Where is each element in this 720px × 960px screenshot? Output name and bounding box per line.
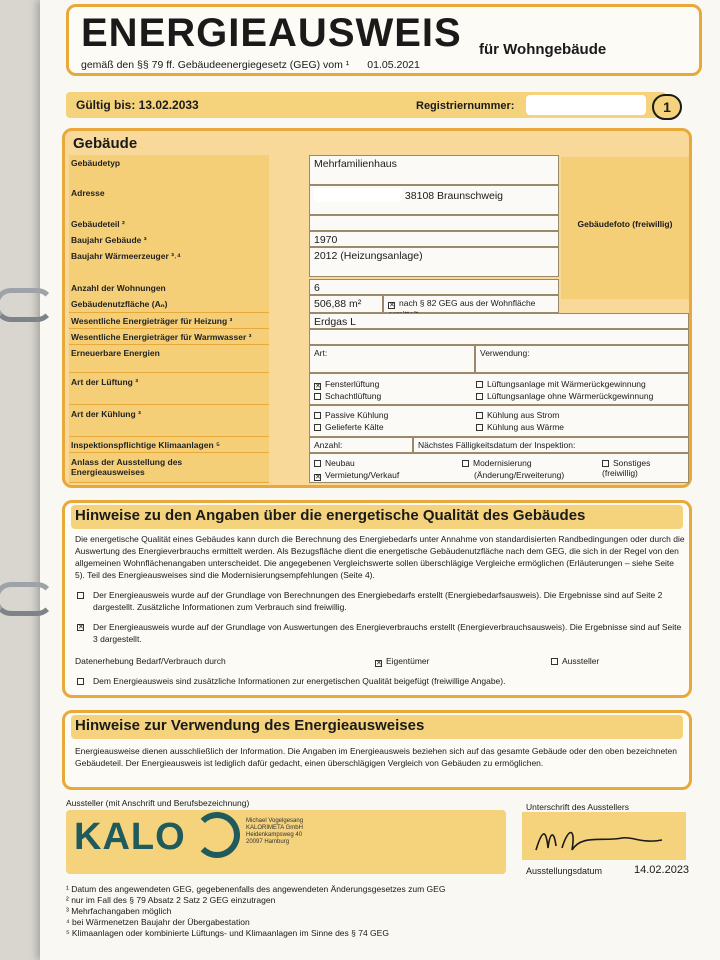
signature-icon [532, 820, 672, 856]
footnote-3: ³ Mehrfachangaben möglich [66, 906, 172, 916]
value-wohnungen: 6 [309, 279, 559, 295]
usage-notes-section [62, 710, 692, 790]
kalo-logo: KALO [74, 816, 186, 858]
option-zusatzinfo: Dem Energieausweis sind zusätzliche Informationen zur energetischen Qualität beigefügt (freiwillige Angabe). [75, 675, 685, 687]
value-heizung: Erdgas L [309, 313, 689, 329]
value-teil [309, 215, 559, 231]
label-heizung: Wesentliche Energieträger für Heizung ³ [71, 316, 233, 326]
issue-date: 14.02.2023 [634, 864, 690, 876]
registration-label: Registriernummer: [416, 100, 515, 112]
issuer-section [66, 798, 690, 878]
label-erneuerbar: Erneuerbare Energien [71, 348, 160, 358]
quality-notes-section [62, 500, 692, 698]
signature-field [522, 812, 686, 860]
quality-notes-intro: Die energetische Qualität eines Gebäudes kann durch die Berechnung des Energiebedarfs unter Annahme von standardisierten Randbedingungen oder durch die Auswertung des Energieverbrauchs ermittelt werden. Als Bezugsfläche dient die energetische Gebäudenutzfläche nach dem GEG, die sich in der Regel von den allgemeinen Wohnflächenangaben unterscheidet. Die angegebenen Vergleichswerte sollen überschlägige Vergleiche ermöglichen (Erläuterungen – siehe Seite 5). Teil des Energieausweises sind die Modernisierungsempfehlungen (Seite 4). [75, 534, 685, 580]
issuer-label: Aussteller (mit Anschrift und Berufsbezeichnung) [66, 798, 250, 808]
binder-ring-icon [0, 582, 54, 616]
value-adresse: 38108 Braunschweig [309, 185, 559, 215]
document-title: ENERGIEAUSWEIS [81, 11, 462, 55]
label-flaeche: Gebäudenutzfläche (Aₙ) [71, 299, 168, 309]
binder-ring-icon [0, 288, 54, 322]
klima-anzahl: Anzahl: [309, 437, 413, 453]
valid-until: Gültig bis: 13.02.2033 [76, 98, 199, 112]
value-waerme: 2012 (Heizungsanlage) [309, 247, 559, 277]
label-typ: Gebäudetyp [71, 158, 121, 168]
label-waerme: Baujahr Wärmeerzeuger ³˒⁴ [71, 251, 182, 261]
document-page [40, 0, 720, 960]
document-subtitle: für Wohngebäude [479, 41, 607, 58]
label-adresse: Adresse [71, 188, 105, 198]
label-anlass: Anlass der Ausstellung des Energieausweises [71, 457, 183, 477]
validity-bar [66, 92, 666, 118]
label-kuehlung: Art der Kühlung ³ [71, 409, 141, 419]
label-warmwasser: Wesentliche Energieträger für Warmwasser ³ [71, 332, 252, 342]
lueftung-options: ✕ Fensterlüftung Schachtlüftung Lüftungsanlage mit Wärmerückgewinnung Lüftungsanlage ohne Wärmerückgewinnung [309, 373, 689, 405]
footnote-1: ¹ Datum des angewendeten GEG, gegebenenfalls des angewendeten Änderungsgesetzes zum GEG [66, 884, 446, 894]
building-section [62, 128, 692, 488]
building-photo-placeholder: Gebäudefoto (freiwillig) [561, 157, 689, 299]
label-klima: Inspektionspflichtige Klimaanlagen ⁵ [71, 440, 220, 450]
option-bedarf: Der Energieausweis wurde auf der Grundlage von Berechnungen des Energiebedarfs erstellt (Energiebedarfsausweis). Die Ergebnisse sind auf Seite 2 dargestellt. Zusätzliche Informationen zum Verbrauch sind freiwillig. [75, 589, 685, 613]
registration-number-redacted [526, 95, 646, 115]
law-reference: gemäß den §§ 79 ff. Gebäudeenergiegesetz (GEG) vom ¹ 01.05.2021 [81, 59, 420, 71]
label-lueftung: Art der Lüftung ³ [71, 377, 139, 387]
label-wohnungen: Anzahl der Wohnungen [71, 283, 166, 293]
label-baujahr: Baujahr Gebäude ³ [71, 235, 147, 245]
page-number: 1 [652, 94, 682, 120]
kalo-logo-arc-icon [194, 812, 240, 858]
value-typ: Mehrfamilienhaus [309, 155, 559, 185]
value-baujahr: 1970 [309, 231, 559, 247]
usage-notes-title: Hinweise zur Verwendung des Energieausweises [75, 717, 425, 734]
quality-notes-title: Hinweise zu den Angaben über die energetische Qualität des Gebäudes [75, 507, 586, 524]
value-flaeche: 506,88 m² [309, 295, 383, 313]
datenerhebung-row: Datenerhebung Bedarf/Verbrauch durch ✕ Eigentümer Aussteller [75, 656, 600, 667]
header-box [66, 4, 702, 76]
klima-faellig: Nächstes Fälligkeitsdatum der Inspektion: [413, 437, 689, 453]
footnote-5: ⁵ Klimaanlagen oder kombinierte Lüftungs- und Klimaanlagen im Sinne des § 74 GEG [66, 928, 389, 938]
value-warmwasser [309, 329, 689, 345]
issue-date-label: Ausstellungsdatum [526, 866, 603, 876]
usage-notes-text: Energieausweise dienen ausschließlich der Information. Die Angaben im Energieausweis beziehen sich auf das gesamte Gebäude oder den oben bezeichneten Gebäudeteil. Der Energieausweis ist lediglich dafür gedacht, einen überschlägigen Vergleich von Gebäuden zu ermöglichen. [75, 746, 677, 768]
building-title: Gebäude [73, 135, 138, 152]
kuehlung-options: Passive Kühlung Gelieferte Kälte Kühlung aus Strom Kühlung aus Wärme [309, 405, 689, 437]
label-teil: Gebäudeteil ² [71, 219, 125, 229]
flaeche-note: ✕ nach § 82 GEG aus der Wohnfläche [383, 295, 559, 313]
option-verbrauch: ✕ Der Energieausweis wurde auf der Grundlage von Auswertungen des Energieverbrauchs erstellt (Energieverbrauchsausweis). Die Ergebnisse sind auf Seite 3 dargestellt. [78, 622, 682, 644]
erneuerbar-art: Art: [309, 345, 475, 373]
signature-label: Unterschrift des Ausstellers [526, 802, 629, 812]
footnote-2: ² nur im Fall des § 79 Absatz 2 Satz 2 GEG einzutragen [66, 895, 276, 905]
issuer-address: Michael Vogelgesang KALORIMETA GmbH Heidenkampsweg 40 20097 Hamburg [246, 818, 304, 845]
footnote-4: ⁴ bei Wärmenetzen Baujahr der Übergabestation [66, 917, 250, 927]
erneuerbar-verwendung: Verwendung: [475, 345, 689, 373]
anlass-options: Neubau ✕ Vermietung/Verkauf Modernisierung (Änderung/Erweiterung) Sonstiges (freiwillig) [309, 453, 689, 483]
